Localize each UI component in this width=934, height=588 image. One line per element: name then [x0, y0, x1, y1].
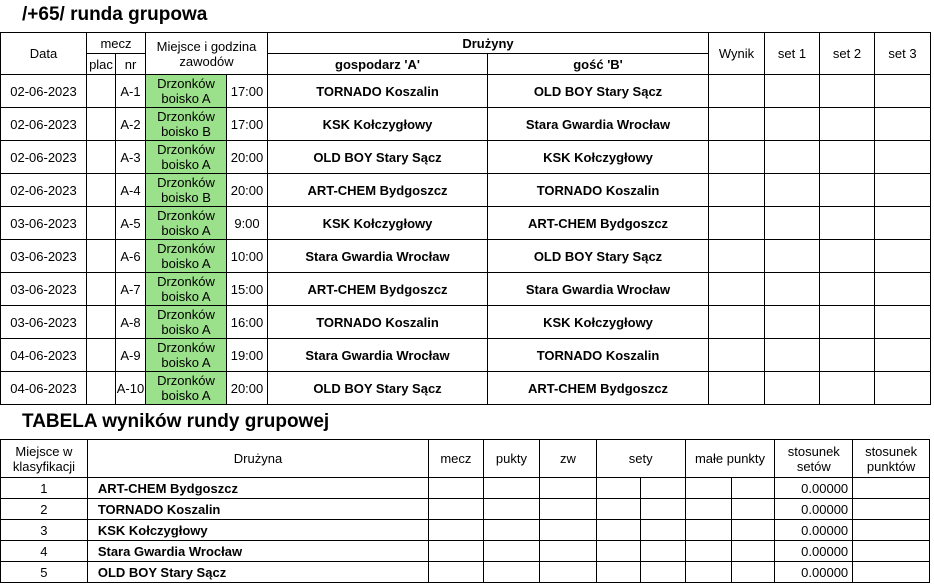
- standings-point-ratio: [853, 499, 930, 520]
- match-set1[interactable]: [765, 141, 820, 174]
- header-set1: set 1: [765, 33, 820, 75]
- standings-row: [1, 520, 930, 541]
- match-home-team: ART-CHEM Bydgoszcz: [268, 273, 488, 306]
- standings-punkty: [483, 499, 540, 520]
- standings-sety-lost: [641, 520, 685, 541]
- match-home-team: ART-CHEM Bydgoszcz: [268, 174, 488, 207]
- match-set2[interactable]: [820, 108, 875, 141]
- match-set3[interactable]: [875, 174, 931, 207]
- match-date: 02-06-2023: [1, 141, 87, 174]
- match-venue: Drzonków boisko A: [146, 372, 227, 405]
- standings-set-ratio: 0.00000: [775, 541, 853, 562]
- match-row: [1, 207, 931, 240]
- match-time: 17:00: [227, 108, 268, 141]
- match-set3[interactable]: [875, 273, 931, 306]
- match-home-team: KSK Kołczygłowy: [268, 108, 488, 141]
- standings-team: KSK Kołczygłowy: [87, 520, 428, 541]
- match-away-team: OLD BOY Stary Sącz: [488, 240, 709, 273]
- match-set3[interactable]: [875, 240, 931, 273]
- standings-sety-lost: [641, 562, 685, 583]
- match-venue: Drzonków boisko A: [146, 207, 227, 240]
- match-nr: A-2: [116, 108, 146, 141]
- match-time: 9:00: [227, 207, 268, 240]
- match-time: 20:00: [227, 174, 268, 207]
- standings-team: TORNADO Koszalin: [87, 499, 428, 520]
- page-title: /+65/ runda grupowa: [22, 4, 208, 25]
- match-nr: A-6: [116, 240, 146, 273]
- standings-set-ratio: 0.00000: [775, 562, 853, 583]
- standings-mecz: [429, 541, 484, 562]
- header-gosc: gość 'B': [488, 54, 709, 75]
- standings-row: [1, 478, 930, 499]
- standings-mecz: [429, 478, 484, 499]
- standings-punkty: [483, 541, 540, 562]
- header-gospodarz: gospodarz 'A': [268, 54, 488, 75]
- standings-punkty: [483, 520, 540, 541]
- standings-point-ratio: [853, 541, 930, 562]
- match-set2[interactable]: [820, 273, 875, 306]
- match-row: [1, 273, 931, 306]
- match-home-team: Stara Gwardia Wrocław: [268, 339, 488, 372]
- match-venue: Drzonków boisko A: [146, 75, 227, 108]
- match-set1[interactable]: [765, 240, 820, 273]
- match-away-team: ART-CHEM Bydgoszcz: [488, 372, 709, 405]
- standings-points-lost: [732, 541, 775, 562]
- match-date: 03-06-2023: [1, 306, 87, 339]
- header-male-punkty: małe punkty: [685, 440, 775, 478]
- standings-zw: [540, 478, 597, 499]
- match-away-team: TORNADO Koszalin: [488, 174, 709, 207]
- standings-zw: [540, 520, 597, 541]
- match-plac: [87, 141, 116, 174]
- header-druzyna: Drużyna: [87, 440, 428, 478]
- standings-sety-lost: [641, 541, 685, 562]
- match-plac: [87, 372, 116, 405]
- standings-point-ratio: [853, 562, 930, 583]
- standings-points-won: [685, 499, 731, 520]
- match-set3[interactable]: [875, 75, 931, 108]
- match-wynik[interactable]: [709, 240, 765, 273]
- standings-points-lost: [732, 499, 775, 520]
- match-set1[interactable]: [765, 306, 820, 339]
- header-stosunek-punktow: stosunek punktów: [853, 440, 930, 478]
- match-date: 04-06-2023: [1, 372, 87, 405]
- match-nr: A-9: [116, 339, 146, 372]
- match-date: 02-06-2023: [1, 174, 87, 207]
- match-wynik[interactable]: [709, 372, 765, 405]
- match-set2[interactable]: [820, 339, 875, 372]
- standings-place: 2: [1, 499, 88, 520]
- match-set1[interactable]: [765, 372, 820, 405]
- match-venue: Drzonków boisko A: [146, 273, 227, 306]
- match-plac: [87, 75, 116, 108]
- match-venue: Drzonków boisko A: [146, 141, 227, 174]
- standings-points-lost: [732, 562, 775, 583]
- standings-sety-lost: [641, 478, 685, 499]
- standings-mecz: [429, 520, 484, 541]
- match-row: [1, 372, 931, 405]
- match-away-team: Stara Gwardia Wrocław: [488, 108, 709, 141]
- match-set3[interactable]: [875, 108, 931, 141]
- match-away-team: ART-CHEM Bydgoszcz: [488, 207, 709, 240]
- match-date: 04-06-2023: [1, 339, 87, 372]
- standings-row: [1, 541, 930, 562]
- match-nr: A-8: [116, 306, 146, 339]
- match-away-team: Stara Gwardia Wrocław: [488, 273, 709, 306]
- match-time: 17:00: [227, 75, 268, 108]
- standings-table: [0, 439, 930, 583]
- match-set2[interactable]: [820, 207, 875, 240]
- match-wynik[interactable]: [709, 273, 765, 306]
- match-time: 16:00: [227, 306, 268, 339]
- standings-row: [1, 499, 930, 520]
- match-venue: Drzonków boisko B: [146, 174, 227, 207]
- match-wynik[interactable]: [709, 207, 765, 240]
- match-row: [1, 174, 931, 207]
- header-druzyny: Drużyny: [268, 33, 709, 54]
- standings-sety-won: [596, 520, 640, 541]
- header-data: Data: [1, 33, 87, 75]
- header-sety: sety: [596, 440, 685, 478]
- matches-table: [0, 32, 931, 405]
- standings-sety-lost: [641, 499, 685, 520]
- match-set2[interactable]: [820, 372, 875, 405]
- match-set3[interactable]: [875, 372, 931, 405]
- standings-place: 5: [1, 562, 88, 583]
- standings-place: 1: [1, 478, 88, 499]
- match-plac: [87, 339, 116, 372]
- standings-team: OLD BOY Stary Sącz: [87, 562, 428, 583]
- match-plac: [87, 273, 116, 306]
- standings-points-won: [685, 541, 731, 562]
- match-nr: A-4: [116, 174, 146, 207]
- match-wynik[interactable]: [709, 306, 765, 339]
- standings-points-won: [685, 562, 731, 583]
- match-set2[interactable]: [820, 141, 875, 174]
- header-nr: nr: [116, 54, 146, 75]
- match-away-team: KSK Kołczygłowy: [488, 306, 709, 339]
- match-row: [1, 141, 931, 174]
- match-set3[interactable]: [875, 141, 931, 174]
- match-row: [1, 240, 931, 273]
- standings-mecz: [429, 499, 484, 520]
- match-set1[interactable]: [765, 339, 820, 372]
- standings-sety-won: [596, 541, 640, 562]
- standings-place: 3: [1, 520, 88, 541]
- match-away-team: OLD BOY Stary Sącz: [488, 75, 709, 108]
- match-row: [1, 306, 931, 339]
- match-venue: Drzonków boisko B: [146, 108, 227, 141]
- match-home-team: Stara Gwardia Wrocław: [268, 240, 488, 273]
- standings-points-lost: [732, 520, 775, 541]
- match-away-team: TORNADO Koszalin: [488, 339, 709, 372]
- match-time: 20:00: [227, 141, 268, 174]
- standings-mecz: [429, 562, 484, 583]
- match-date: 03-06-2023: [1, 240, 87, 273]
- header-set2: set 2: [820, 33, 875, 75]
- match-wynik[interactable]: [709, 108, 765, 141]
- match-set1[interactable]: [765, 174, 820, 207]
- header-stosunek-setow: stosunek setów: [775, 440, 853, 478]
- header-plac: plac: [87, 54, 116, 75]
- match-away-team: KSK Kołczygłowy: [488, 141, 709, 174]
- header-mecz: mecz: [87, 33, 146, 54]
- match-venue: Drzonków boisko A: [146, 339, 227, 372]
- standings-punkty: [483, 562, 540, 583]
- standings-punkty: [483, 478, 540, 499]
- match-nr: A-3: [116, 141, 146, 174]
- match-date: 02-06-2023: [1, 108, 87, 141]
- match-row: [1, 75, 931, 108]
- match-nr: A-5: [116, 207, 146, 240]
- standings-place: 4: [1, 541, 88, 562]
- match-set1[interactable]: [765, 108, 820, 141]
- match-nr: A-1: [116, 75, 146, 108]
- match-wynik[interactable]: [709, 75, 765, 108]
- match-plac: [87, 207, 116, 240]
- match-home-team: OLD BOY Stary Sącz: [268, 372, 488, 405]
- match-set2[interactable]: [820, 306, 875, 339]
- match-wynik[interactable]: [709, 339, 765, 372]
- match-nr: A-10: [116, 372, 146, 405]
- match-home-team: OLD BOY Stary Sącz: [268, 141, 488, 174]
- standings-row: [1, 562, 930, 583]
- match-home-team: KSK Kołczygłowy: [268, 207, 488, 240]
- match-set1[interactable]: [765, 207, 820, 240]
- match-date: 03-06-2023: [1, 207, 87, 240]
- match-set3[interactable]: [875, 306, 931, 339]
- standings-zw: [540, 499, 597, 520]
- standings-team: Stara Gwardia Wrocław: [87, 541, 428, 562]
- match-plac: [87, 174, 116, 207]
- match-time: 19:00: [227, 339, 268, 372]
- standings-set-ratio: 0.00000: [775, 478, 853, 499]
- header-mecz: mecz: [429, 440, 484, 478]
- match-set2[interactable]: [820, 174, 875, 207]
- match-set3[interactable]: [875, 339, 931, 372]
- match-wynik[interactable]: [709, 141, 765, 174]
- header-miejsce-klasyfikacji: Miejsce w klasyfikacji: [1, 440, 88, 478]
- match-row: [1, 108, 931, 141]
- match-venue: Drzonków boisko A: [146, 240, 227, 273]
- match-wynik[interactable]: [709, 174, 765, 207]
- header-miejsce: Miejsce i godzina zawodów: [146, 33, 268, 75]
- match-set1[interactable]: [765, 75, 820, 108]
- match-time: 10:00: [227, 240, 268, 273]
- header-set3: set 3: [875, 33, 931, 75]
- header-wynik: Wynik: [709, 33, 765, 75]
- standings-points-won: [685, 478, 731, 499]
- standings-sety-won: [596, 562, 640, 583]
- match-plac: [87, 108, 116, 141]
- standings-point-ratio: [853, 478, 930, 499]
- match-date: 03-06-2023: [1, 273, 87, 306]
- standings-sety-won: [596, 478, 640, 499]
- match-set2[interactable]: [820, 75, 875, 108]
- match-plac: [87, 306, 116, 339]
- match-set3[interactable]: [875, 207, 931, 240]
- match-venue: Drzonków boisko A: [146, 306, 227, 339]
- match-time: 15:00: [227, 273, 268, 306]
- standings-set-ratio: 0.00000: [775, 499, 853, 520]
- match-row: [1, 339, 931, 372]
- standings-title: TABELA wyników rundy grupowej: [22, 411, 330, 432]
- match-nr: A-7: [116, 273, 146, 306]
- standings-zw: [540, 541, 597, 562]
- match-home-team: TORNADO Koszalin: [268, 75, 488, 108]
- standings-team: ART-CHEM Bydgoszcz: [87, 478, 428, 499]
- header-zw: zw: [540, 440, 597, 478]
- standings-point-ratio: [853, 520, 930, 541]
- match-plac: [87, 240, 116, 273]
- match-set1[interactable]: [765, 273, 820, 306]
- standings-points-won: [685, 520, 731, 541]
- match-set2[interactable]: [820, 240, 875, 273]
- standings-points-lost: [732, 478, 775, 499]
- standings-zw: [540, 562, 597, 583]
- header-punkty: pukty: [483, 440, 540, 478]
- match-home-team: TORNADO Koszalin: [268, 306, 488, 339]
- match-date: 02-06-2023: [1, 75, 87, 108]
- match-time: 20:00: [227, 372, 268, 405]
- standings-set-ratio: 0.00000: [775, 520, 853, 541]
- standings-sety-won: [596, 499, 640, 520]
